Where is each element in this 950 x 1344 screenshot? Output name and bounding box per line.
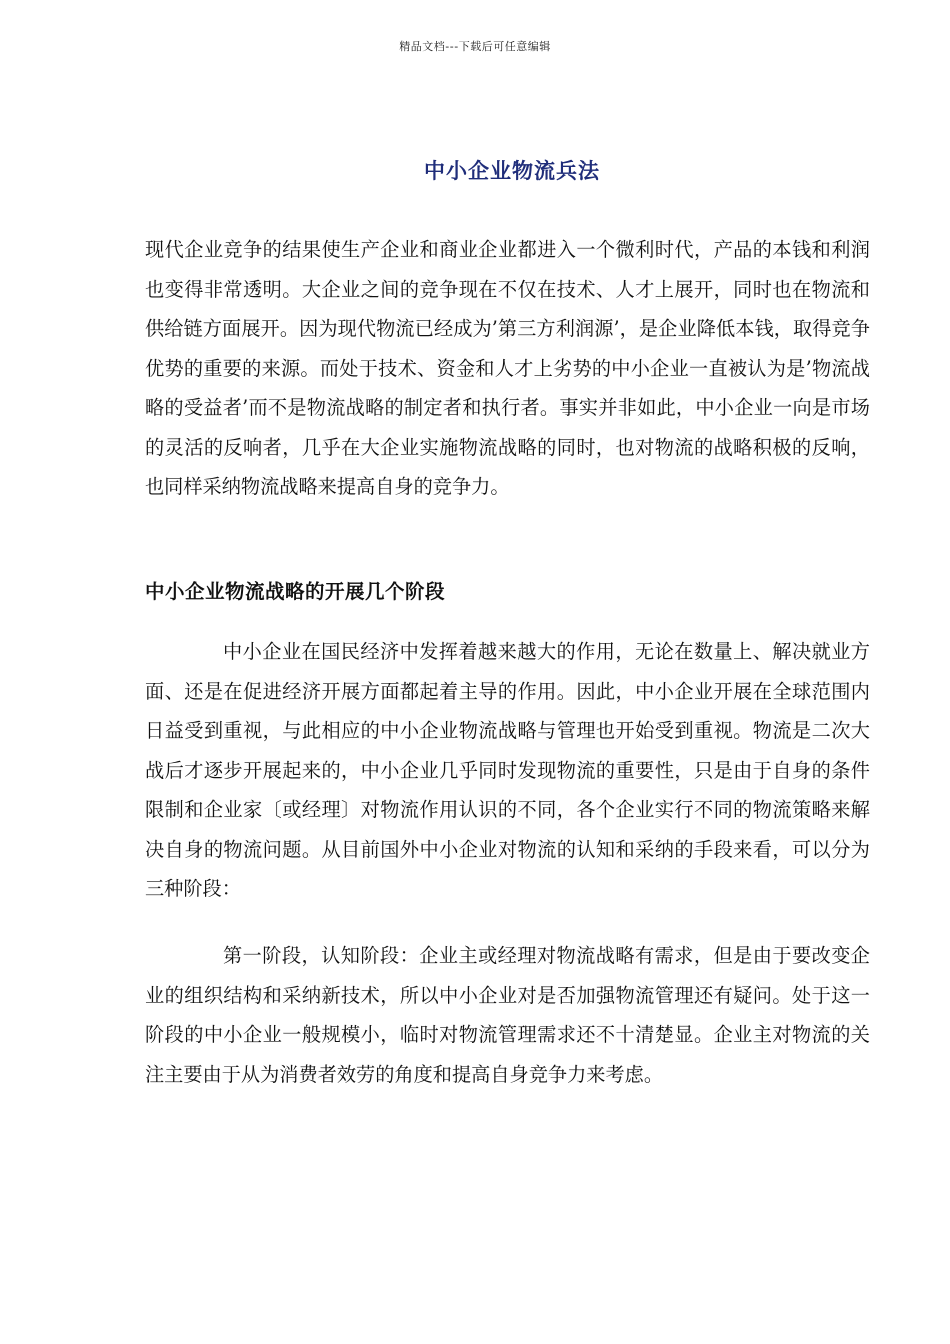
section-paragraph-1: 中小企业在国民经济中发挥着越来越大的作用，无论在数量上、解决就业方面、还是在促进经济开展方面都起着主导的作用。因此，中小企业开展在全球范围内日益受到重视，与此相应的中小企业物流战略与管理也开始受到重视。物流是二次大战后才逐步开展起来的，中小企业几乎同时发现物流的重要性，只是由于自身的条件限制和企业家〔或经理〕对物流作用认识的不同，各个企业实行不同的物流策略来解决自身的物流问题。从目前国外中小企业对物流的认知和采纳的手段来看，可以分为三种阶段：: [145, 640, 870, 900]
page-header: 精品文档---下载后可任意编辑: [399, 40, 551, 53]
section-paragraph-2: 第一阶段，认知阶段：企业主或经理对物流战略有需求，但是由于要改变企业的组织结构和采纳新技术，所以中小企业对是否加强物流管理还有疑问。处于这一阶段的中小企业一般规模小，临时对物流管理需求还不十清楚显。企业主对物流的关注主要由于从为消费者效劳的角度和提高自身竞争力来考虑。: [145, 944, 870, 1086]
document-title: 中小企业物流兵法: [424, 158, 600, 183]
intro-paragraph: 现代企业竞争的结果使生产企业和商业企业都进入一个微利时代，产品的本钱和利润也变得非常透明。大企业之间的竞争现在不仅在技术、人才上展开，同时也在物流和供给链方面展开。因为现代物流已经成为’第三方利润源’，是企业降低本钱，取得竞争优势的重要的来源。而处于技术、资金和人才上劣势的中小企业一直被认为是’物流战略的受益者’而不是物流战略的制定者和执行者。事实并非如此，中小企业一向是市场的灵活的反响者，几乎在大企业实施物流战略的同时，也对物流的战略积极的反响，也同样采纳物流战略来提高自身的竞争力。: [145, 238, 870, 498]
section-heading: 中小企业物流战略的开展几个阶段: [145, 580, 446, 603]
